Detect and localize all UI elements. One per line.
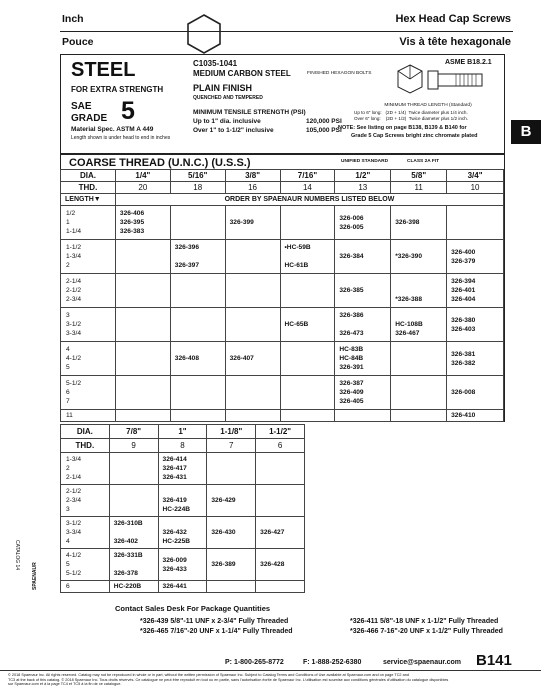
part-number-cell: 326-385 (335, 274, 391, 308)
part-number-cell: 326-394 326-401 326-404 (447, 274, 504, 308)
table-row (61, 549, 305, 581)
coarse-thread-title: COARSE THREAD (U.N.C.) (U.S.S.) (69, 157, 251, 169)
length-label: LENGTH▼ (61, 194, 116, 206)
part-number-cell: 326-407 (225, 342, 280, 376)
dia-cell: 3/8" (225, 170, 280, 182)
part-number-cell: 326-381 326-382 (447, 342, 504, 376)
table-row (61, 376, 504, 410)
part-number-cell (170, 376, 225, 410)
part-number-cell (391, 410, 447, 422)
dia-cell: 1-1/2" (256, 425, 305, 439)
part-number-cell: 326-419 HC-224B (158, 485, 207, 517)
part-number-cell (280, 206, 335, 240)
footnote-2: *326-411 5/8"-18 UNF x 1-1/2" Fully Threaded (350, 618, 499, 625)
table-row (61, 342, 504, 376)
part-number-cell: •HC-59B HC-61B (280, 240, 335, 274)
tensile-row-1-value: 120,000 PSI (306, 118, 342, 125)
table-row (61, 410, 504, 422)
part-number-cell: 326-387 326-409 326-405 (335, 376, 391, 410)
part-number-cell: 326-006 326-005 (335, 206, 391, 240)
dia-cell: 5/8" (391, 170, 447, 182)
part-number-cell: 326-430 (207, 517, 256, 549)
part-number-cell: 326-428 (256, 549, 305, 581)
part-number-cell (170, 274, 225, 308)
page-number: B141 (476, 652, 512, 669)
table-row (61, 206, 504, 240)
thd-cell: 18 (170, 182, 225, 194)
table-row (61, 308, 504, 342)
part-number-cell: 326-400 326-379 (447, 240, 504, 274)
part-number-cell (256, 581, 305, 593)
grade-label: GRADE (71, 113, 108, 124)
table-row (61, 485, 305, 517)
thd-cell: 8 (158, 439, 207, 453)
part-number-cell: 326-398 (391, 206, 447, 240)
note-line-2: Grade 5 Cap Screws bright zinc chromate plated (351, 133, 478, 139)
thd-cell: 10 (447, 182, 504, 194)
part-number-cell: 326-441 (158, 581, 207, 593)
part-number-cell: 326-009 326-433 (158, 549, 207, 581)
length-cell: 4 4-1/2 5 (61, 342, 116, 376)
tensile-row-2-range: Over 1" to 1-1/2" inclusive (193, 127, 274, 134)
tensile-row-2-value: 105,000 PSI (306, 127, 342, 134)
length-cell: 4-1/2 5 5-1/2 (61, 549, 110, 581)
grade-number: 5 (121, 97, 135, 125)
spec-box (60, 54, 505, 154)
thd-row (61, 182, 504, 194)
thd-cell: 11 (391, 182, 447, 194)
length-cell: 1-3/4 2 2-1/4 (61, 453, 110, 485)
length-cell: 11 (61, 410, 116, 422)
part-number-cell: *326-388 (391, 274, 447, 308)
dia-cell: 1/2" (335, 170, 391, 182)
part-number-cell (256, 485, 305, 517)
dia-cell: 5/16" (170, 170, 225, 182)
footnote-1: *326-439 5/8"-11 UNF x 2-3/4" Fully Threaded (140, 618, 289, 625)
length-note: Length shown is under head to end in inches (71, 135, 171, 141)
part-number-cell: 326-396 326-397 (170, 240, 225, 274)
part-number-cell: 326-408 (170, 342, 225, 376)
length-cell: 3 3-1/2 3-3/4 (61, 308, 116, 342)
class-fit: CLASS 2A FIT (407, 159, 440, 164)
part-number-cell: 326-386 326-473 (335, 308, 391, 342)
part-number-cell (225, 410, 280, 422)
part-number-cell: 326-406 326-395 326-383 (115, 206, 170, 240)
part-number-cell (170, 410, 225, 422)
thread-length-1: Up to 6" long: (2D + 1/4) Twice diameter plus 1/4 inch. (354, 110, 468, 115)
part-number-cell (225, 308, 280, 342)
part-number-cell (225, 274, 280, 308)
thd-cell: 9 (109, 439, 158, 453)
plain-finish: PLAIN FINISH (193, 83, 253, 93)
part-number-cell: HC-83B HC-84B 326-391 (335, 342, 391, 376)
side-catalog: CATALOG 14 (14, 540, 20, 571)
dia-row (61, 425, 305, 439)
length-cell: 3-1/2 3-3/4 4 (61, 517, 110, 549)
part-number-cell (207, 453, 256, 485)
thd-cell: 20 (115, 182, 170, 194)
legal-text (8, 673, 535, 687)
part-number-cell (109, 453, 158, 485)
material-title: STEEL (71, 59, 136, 81)
part-number-cell: 326-399 (225, 206, 280, 240)
part-number-cell: 326-427 (256, 517, 305, 549)
tensile-row-1-range: Up to 1" dia. inclusive (193, 118, 261, 125)
part-number-cell: 326-380 326-403 (447, 308, 504, 342)
footer-phone: P: 1-800-265-8772 (225, 659, 284, 666)
steel-code: C1035-1041 (193, 59, 238, 68)
thd-cell: 7 (207, 439, 256, 453)
coarse-thread-table (60, 169, 504, 422)
tensile-label: MINIMUM TENSILE STRENGTH (PSI) (193, 109, 306, 116)
part-number-cell (256, 453, 305, 485)
finished-bolts: FINISHED HEXAGON BOLTS (307, 71, 372, 76)
part-number-cell (115, 410, 170, 422)
part-number-cell: HC-65B (280, 308, 335, 342)
dia-cell: 7/16" (280, 170, 335, 182)
part-number-cell: *326-390 (391, 240, 447, 274)
thd-cell: 16 (225, 182, 280, 194)
footnote-4: *326-466 7-16"-20 UNF x 1-1/2" Fully Threaded (350, 628, 503, 635)
part-number-cell (280, 342, 335, 376)
part-number-cell (170, 206, 225, 240)
part-number-cell (207, 581, 256, 593)
thd-label: THD. (61, 439, 110, 453)
medium-carbon: MEDIUM CARBON STEEL (193, 69, 291, 78)
thd-cell: 14 (280, 182, 335, 194)
header-rule (60, 31, 513, 32)
part-number-cell (115, 376, 170, 410)
large-diameter-table (60, 424, 305, 593)
side-brand-logo: SPAENAUR (32, 562, 38, 590)
sae-label: SAE (71, 101, 92, 112)
for-extra-strength: FOR EXTRA STRENGTH (71, 85, 164, 94)
footer-rule (0, 670, 541, 671)
thd-cell: 13 (335, 182, 391, 194)
part-number-cell: 326-429 (207, 485, 256, 517)
part-number-cell: 326-008 (447, 376, 504, 410)
part-number-cell: 326-414 326-417 326-431 (158, 453, 207, 485)
part-number-cell (280, 410, 335, 422)
table-row (61, 517, 305, 549)
table-row (61, 581, 305, 593)
legal-line-2: TC3 at the back of this catalog. © 2018 Spaenaur Inc. Tous droits réservés. Ce catalogue ne peut être reproduit en tout ou en partie, sans l'autorisation écrite de Spaenaur Inc. L'utilisation est soumise aux conditions générales d'utilisation du catalogue disponibles (8, 677, 449, 682)
part-number-cell (280, 274, 335, 308)
length-cell: 1-1/2 1-3/4 2 (61, 240, 116, 274)
part-number-cell: 326-331B 326-378 (109, 549, 158, 581)
part-number-cell (225, 240, 280, 274)
part-number-cell (391, 342, 447, 376)
dia-cell: 1" (158, 425, 207, 439)
hex-head-icon (186, 14, 222, 54)
part-number-cell: HC-220B (109, 581, 158, 593)
table-row (61, 453, 305, 485)
dia-cell: 1/4" (115, 170, 170, 182)
part-number-cell (115, 308, 170, 342)
unit-pouce-label: Pouce (62, 36, 94, 48)
part-number-cell: 326-410 (447, 410, 504, 422)
part-number-cell: 326-432 HC-225B (158, 517, 207, 549)
dia-label: DIA. (61, 170, 116, 182)
unified-standard: UNIFIED STANDARD (341, 159, 389, 164)
dia-label: DIA. (61, 425, 110, 439)
length-cell: 5-1/2 6 7 (61, 376, 116, 410)
footer-fax: F: 1-888-252-6380 (303, 659, 362, 666)
thd-row (61, 439, 305, 453)
table-row (61, 240, 504, 274)
part-number-cell (115, 240, 170, 274)
length-header-row (61, 194, 504, 206)
length-cell: 1/2 1 1-1/4 (61, 206, 116, 240)
part-number-cell (447, 206, 504, 240)
footnote-3: *326-465 7/16"-20 UNF x 1-1/4" Fully Threaded (140, 628, 293, 635)
dia-cell: 3/4" (447, 170, 504, 182)
part-number-cell (115, 342, 170, 376)
dia-cell: 1-1/8" (207, 425, 256, 439)
order-by-label: ORDER BY SPAENAUR NUMBERS LISTED BELOW (115, 194, 503, 206)
part-number-cell (225, 376, 280, 410)
large-diameter-section (60, 424, 505, 604)
quenched-tempered: QUENCHED AND TEMPERED (193, 95, 263, 101)
table-row (61, 274, 504, 308)
part-number-cell (391, 376, 447, 410)
dia-row (61, 170, 504, 182)
dia-cell: 7/8" (109, 425, 158, 439)
bolt-diagram-icon (396, 61, 486, 101)
footer-email[interactable]: service@spaenaur.com (383, 659, 462, 666)
part-number-cell: HC-108B 326-467 (391, 308, 447, 342)
unit-inch-label: Inch (62, 13, 84, 25)
length-cell: 2-1/2 2-3/4 3 (61, 485, 110, 517)
part-number-cell: 326-310B 326-402 (109, 517, 158, 549)
section-tab-b: B (511, 120, 541, 144)
length-cell: 2-1/4 2-1/2 2-3/4 (61, 274, 116, 308)
part-number-cell (115, 274, 170, 308)
thd-label: THD. (61, 182, 116, 194)
part-number-cell (280, 376, 335, 410)
title-french: Vis à tête hexagonale (399, 36, 511, 48)
thread-length-2: Over 6" long: (2D + 1/2) Twice diameter plus 1/2 inch. (354, 116, 469, 121)
coarse-thread-section (60, 154, 505, 422)
length-cell: 6 (61, 581, 110, 593)
legal-line-3: sur Spaenaur.com et à la page TC4 et TC5 à la fin de ce catalogue. (8, 682, 122, 687)
note-line-1: NOTE: See listing on page B138, B139 & B140 for (338, 125, 467, 131)
thread-length-title: MINIMUM THREAD LENGTH (Standard) (384, 103, 472, 108)
asme-standard: ASME B18.2.1 (445, 59, 492, 66)
contact-sales-note: Contact Sales Desk For Package Quantities (115, 604, 271, 613)
legal-line-1: © 2018 Spaenaur Inc. All rights reserved. Catalog may not be reproduced in whole or in part, without the written permission of Spaenaur Inc. Subject to Catalog Terms and Conditions of Use available at Spaenaur.com and on page TC2 and (8, 673, 409, 677)
title-english: Hex Head Cap Screws (395, 13, 511, 25)
material-spec: Material Spec. ASTM A 449 (71, 126, 154, 133)
part-number-cell (170, 308, 225, 342)
part-number-cell (335, 410, 391, 422)
part-number-cell: 326-389 (207, 549, 256, 581)
thd-cell: 6 (256, 439, 305, 453)
part-number-cell: 326-384 (335, 240, 391, 274)
part-number-cell (109, 485, 158, 517)
